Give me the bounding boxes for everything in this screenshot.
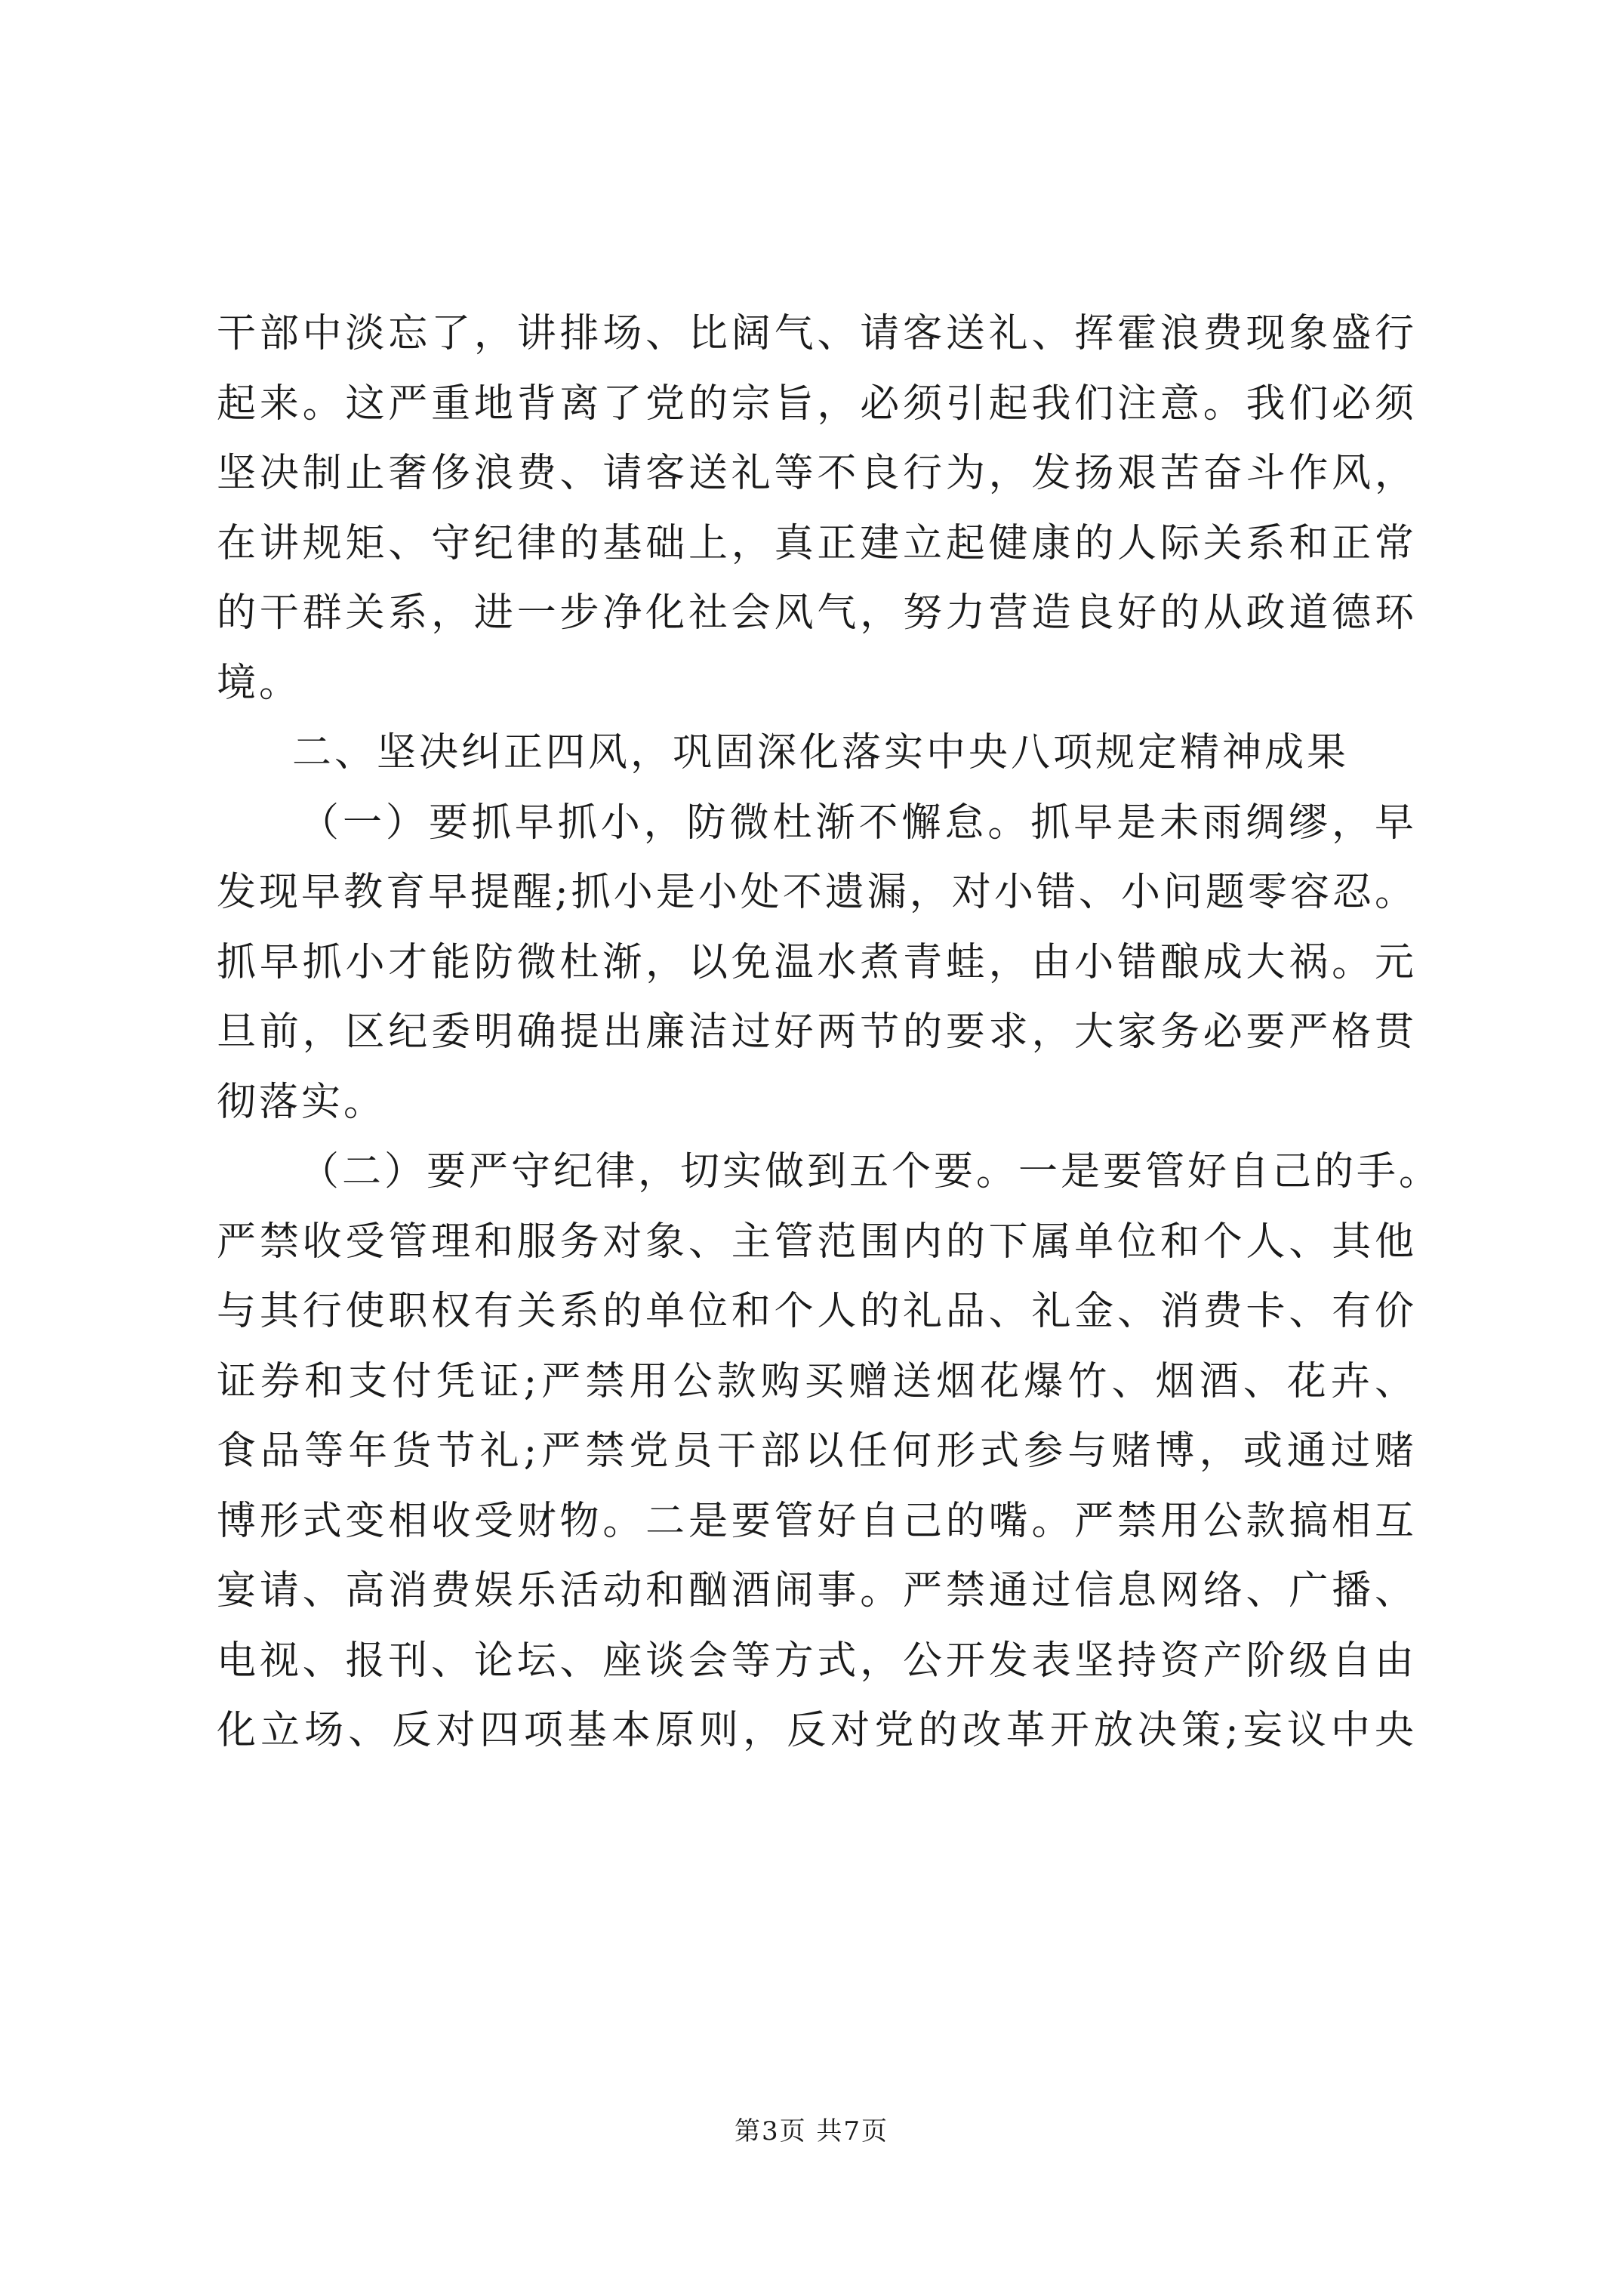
text-line: 起来。这严重地背离了党的宗旨，必须引起我们注意。我们必须 xyxy=(217,381,1417,427)
text-line: 严禁收受管理和服务对象、主管范围内的下属单位和个人、其他 xyxy=(217,1219,1417,1265)
page-footer: 第3页 共7页 xyxy=(734,2116,889,2147)
text-line: 食品等年货节礼;严禁党员干部以任何形式参与赌博，或通过赌 xyxy=(217,1428,1417,1474)
text-line: 的干群关系，进一步净化社会风气，努力营造良好的从政道德环 xyxy=(217,590,1417,636)
text-line: 旦前，区纪委明确提出廉洁过好两节的要求，大家务必要严格贯 xyxy=(217,1009,1417,1055)
text-line: 化立场、反对四项基本原则，反对党的改革开放决策;妄议中央 xyxy=(217,1708,1417,1753)
text-line: （一）要抓早抓小，防微杜渐不懈怠。抓早是未雨绸缪，早 xyxy=(300,800,1417,846)
section-heading: 二、坚决纠正四风，巩固深化落实中央八项规定精神成果 xyxy=(292,730,1350,775)
text-line: 坚决制止奢侈浪费、请客送礼等不良行为，发扬艰苦奋斗作风， xyxy=(217,451,1417,496)
text-line: 在讲规矩、守纪律的基础上，真正建立起健康的人际关系和正常 xyxy=(217,520,1417,566)
text-line: 彻落实。 xyxy=(217,1079,387,1125)
text-line: 发现早教育早提醒;抓小是小处不遗漏，对小错、小问题零容忍。 xyxy=(217,870,1417,915)
body-text xyxy=(217,299,1442,1766)
text-line: 博形式变相收受财物。二是要管好自己的嘴。严禁用公款搞相互 xyxy=(217,1498,1417,1544)
text-line: 抓早抓小才能防微杜渐，以免温水煮青蛙，由小错酿成大祸。元 xyxy=(217,939,1417,985)
text-line: 电视、报刊、论坛、座谈会等方式，公开发表坚持资产阶级自由 xyxy=(217,1638,1417,1684)
text-line: 境。 xyxy=(217,660,302,706)
text-line: 干部中淡忘了，讲排场、比阔气、请客送礼、挥霍浪费现象盛行 xyxy=(217,311,1417,356)
text-line: 与其行使职权有关系的单位和个人的礼品、礼金、消费卡、有价 xyxy=(217,1289,1417,1334)
text-line: 证券和支付凭证;严禁用公款购买赠送烟花爆竹、烟酒、花卉、 xyxy=(217,1358,1417,1404)
text-line: 宴请、高消费娱乐活动和酗酒闹事。严禁通过信息网络、广播、 xyxy=(217,1568,1417,1613)
text-line: （二）要严守纪律，切实做到五个要。一是要管好自己的手。 xyxy=(300,1149,1442,1194)
